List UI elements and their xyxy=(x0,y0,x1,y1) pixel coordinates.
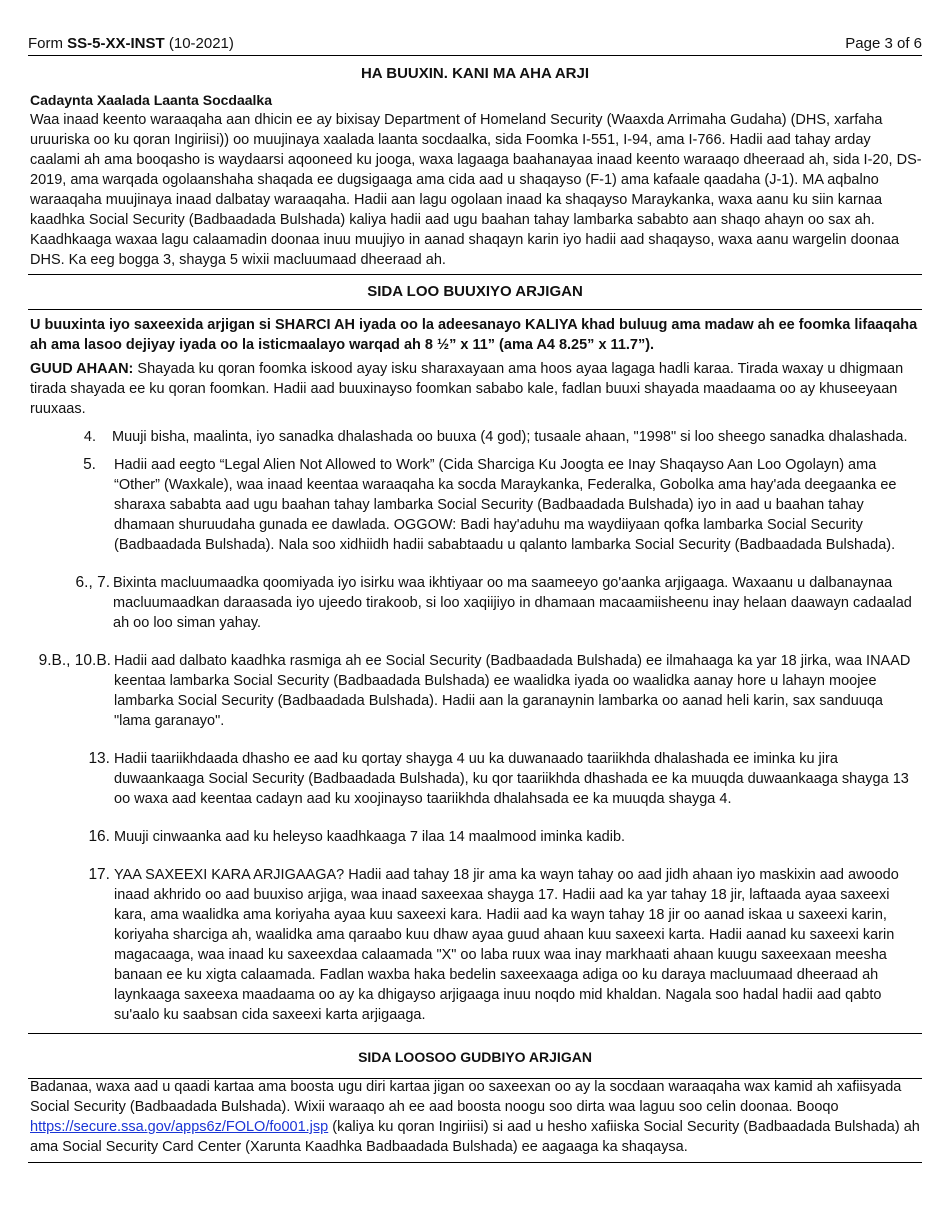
divider xyxy=(28,1033,922,1034)
list-item-9b-10b: 9.B., 10.B. Hadii aad dalbato kaadhka rasmiga ah ee Social Security (Badbaadada Bulshada) ee ilmahaaga ka yar 18 jirka, waa INAAD keentaa lambarka Social Security (Badbaadada Bulshada) ee waalidka iyada oo waalidka aanay hore u lahayn moojee lambarka Social Security (Badbaadada Bulshada). Hadii aan la garanaynin lambarka oo aanad heli karin, sax sanduuqa "lama garanayo". xyxy=(38,652,911,729)
divider xyxy=(28,1162,922,1163)
submission-paragraph: Badanaa, waxa aad u qaadi kartaa ama boosta ugu diri kartaa jigan oo saxeexan oo ay la socdaan waraaqaha wax kamid ah xafiisyada Social Security (Badbaadada Bulshada). Wixii waraaqo ah ee aad boosta noogu soo dirta waa laguu soo celin doonaa. Booqo https://secure.ssa.gov/apps6z/FOLO/fo001.jsp (kaliya ku qoran Ingiriisi) si aad u hesho xafiiska Social Security (Badbaadada Bulshada) ah ama Social Security Card Center (Xarunta Kaadhka Badbaadada Bulshada) ee aagaaga ka shaqaysa. xyxy=(30,1079,920,1155)
office-locator-link[interactable]: https://secure.ssa.gov/apps6z/FOLO/fo001.jsp xyxy=(30,1119,329,1135)
immigration-status-paragraph: Waa inaad keento waraaqaha aan dhicin ee ay bixisay Department of Homeland Security (Waaxda Arrimaha Gudaha) (DHS, xarfaha uruuriska oo ku qoran Ingiriisi)) oo muujinaya xaalada laanta socdaalka, sida Foomka I-551, I-94, ama I-766. Hadii aad tahay arday caalami ah ama booqasho is waydaarsi aqooneed ku jooga, waxa lagaaga baahanayaa inaad keento waraaqo dheeraad ah, sida I-20, DS-2019, ama warqada ogolaanshaha shaqada ee dugsigaaga ama cida aad u shaqayso (F-1) ama kafaale qaadaha (J-1). MA aqbalno waraaqaha muujinaya inaad dalbatay waraaqaha. Hadii aan lagu ogolaan inaad ka shaqayso Maraykanka, waxa aanu ku siin karnaa kaadhka Social Security (Badbaadada Bulshada) kaliya hadii aad ugu baahan tahay lambarka sababto aan shaqo ahayn oo sax ah. Kaadhkaaga waxaa lagu calaamadin doonaa inuu muujiyo in aanad shaqayn karin iyo hadii aad shaqayso, waxa aanu wargelin doonaa DHS. Ka eeg bogga 3, shayga 5 wixii macluumaad dheeraad ah. xyxy=(30,112,922,268)
divider xyxy=(28,274,922,275)
list-item-4: 4. Muuji bisha, maalinta, iyo sanadka dhalashada oo buuxa (4 god); tusaale ahaan, "1998" si loo sheego sanadka dhalashada. xyxy=(83,429,908,445)
form-id: Form SS-5-XX-INST (10-2021) xyxy=(28,35,234,52)
divider xyxy=(28,309,922,310)
list-item-17: 17. YAA SAXEEXI KARA ARJIGAAGA? Hadii aad tahay 18 jir ama ka wayn tahay oo aad jidh ahaan iyo maskixin aad awoodo inaad akhrido oo aad buuxiso arjiga, waa inaad saxeexaa shayga 17. Hadii aad ka yar tahay 18 jir, laftaada ayaa saxeexi kara, ama waalidka ama koriyaha ayaa kuu saxeexi kara. Hadii aad ka wayn tahay 18 jir oo aanad iskaa u saxeexi karin, koriyaha sharciga ah, waalidka ama qaraabo kuu dhaw ayaa guud ahaan kuu saxeexi karta. Hadii aanad ku saxeexi karin magacaaga, waa inaad ku saxeexdaa calaamada "X" oo laba ruux waa inay markhaati ahaan kuugu saxeexaan meesha banaan ee ku xigta calaamada. Fadlan waxba haka bedelin saxeexaaga adiga oo ku daraya macluumaad dheeraad ah laynkaaga saxeexa maadaama oo ay ka dhigayso arjigaaga inuu noqdo mid khaldan. Nagala soo hadal hadii aad qabto su'aalo ku saabsan cida saxeexi karta arjigaaga. xyxy=(88,866,899,1023)
list-item-13: 13. Hadii taariikhdaada dhasho ee aad ku qortay shayga 4 uu ka duwanaado taariikhda dhalashada ee iminka ku jira duwaankaaga Social Security (Badbaadada Bulshada), ku qor taariikhda dhashada ee ka muuqda duwaankaaga shayga 13 oo waxa aad keentaa cadayn aad ku xoojinayso taariikhda dhalahsada ee ka muuqda shayga 4. xyxy=(88,750,909,807)
ink-instruction: U buuxinta iyo saxeexida arjigan si SHARCI AH iyada oo la adeesanayo KALIYA khad buluug ama madaw ah ee foomka lifaaqaha ah ama lasoo dejiyay iyada oo la isticmaalayo warqad ah 8 ½” x 11” (ama A4 8.25” x 11.7”). xyxy=(30,317,918,353)
immigration-status-subheading: Cadaynta Xaalada Laanta Socdaalka xyxy=(30,92,272,108)
document-page xyxy=(28,34,922,1163)
section-title-how-to-submit: SIDA LOOSOO GUDBIYO ARJIGAN xyxy=(358,1049,592,1065)
section-title-not-application: HA BUUXIN. KANI MA AHA ARJI xyxy=(360,65,590,82)
list-item-16: 16. Muuji cinwaanka aad ku heleyso kaadhkaaga 7 ilaa 14 maalmood iminka kadib. xyxy=(88,828,626,845)
general-paragraph: GUUD AHAAN: Shayada ku qoran foomka iskood ayay isku sharaxayaan ama hoos ayaa lagaga hadli karaa. Tirada waxay u dhigmaan tirada shayada ee ku qoran foomkan. Hadii aad buuxinayso foomkan sababo kale, fadlan buuxi shayada maadaama oo ay khuseeyaan ruuxaas. xyxy=(30,361,904,417)
page-number: Page 3 of 6 xyxy=(845,35,922,52)
list-item-6-7: 6., 7. Bixinta macluumaadka qoomiyada iyo isirku waa ikhtiyaar oo ma saameeyo go'aanka arjigaaga. Waxaanu u dalbanaynaa macluumaadkan daraasada iyo ujeedo tirakoob, si loo xaqiijiyo in dhamaan macaamiisheenu inay helaan daawayn cadaalad ah oo loo siman yahay. xyxy=(75,574,912,631)
page-header xyxy=(28,34,922,56)
list-item-5: 5. Hadii aad eegto “Legal Alien Not Allowed to Work” (Cida Sharciga Ku Joogta ee Inay Shaqayso Aan Loo Ogolayn) ama “Other” (Waxkale), waa inaad keentaa waraaqaha ka socda Maraykanka, Federalka, Gobolka ama hay'ada deegaanka ee sharaxa sababta aad ugu baahan tahay lambarka Social Security (Badbaadada Bulshada) iyo in aad u baahan tahay dhamaan shuruudaha gunada ee dawlada. OGGOW: Badi hay'aduhu ma waydiiyaan qofka lambarka Social Security (Badbaadada Bulshada). Nala soo xidhiidh hadii sababtaadu u qalanto lambarka Social Security (Badbaadada Bulshada). xyxy=(83,456,897,553)
section-title-how-to-fill: SIDA LOO BUUXIYO ARJIGAN xyxy=(367,283,583,300)
